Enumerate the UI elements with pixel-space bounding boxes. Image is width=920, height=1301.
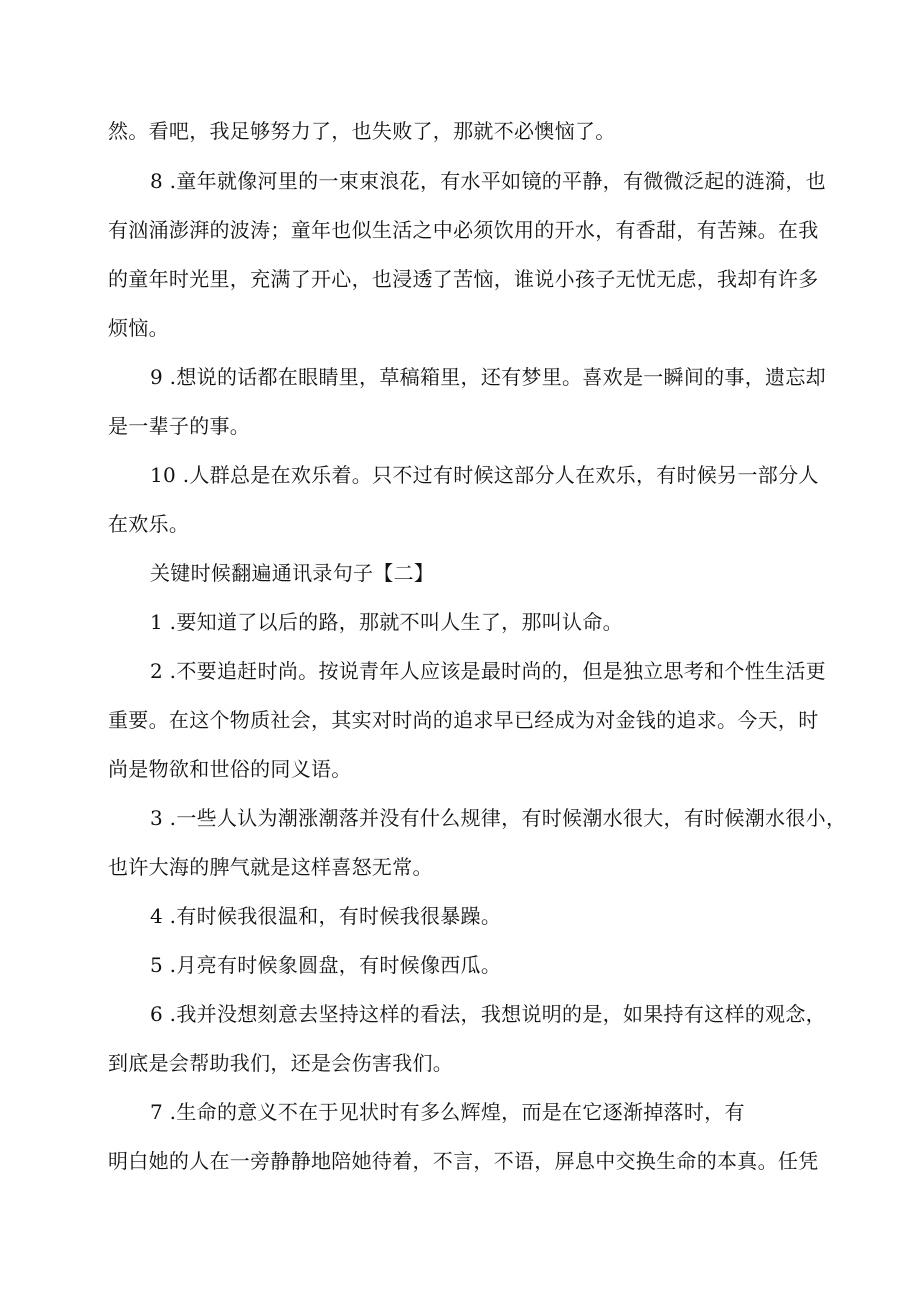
text-line: 2 .不要追赶时尚。按说青年人应该是最时尚的，但是独立思考和个性生活更 <box>150 659 826 683</box>
text-line: 1 .要知道了以后的路，那就不叫人生了，那叫认命。 <box>150 610 623 634</box>
text-line: 到底是会帮助我们，还是会伤害我们。 <box>108 1051 454 1075</box>
section-heading: 关键时候翻遍通讯录句子【二】 <box>150 561 435 585</box>
text-line: 在欢乐。 <box>108 512 190 536</box>
text-line: 3 .一些人认为潮涨潮落并没有什么规律，有时候潮水很大，有时候潮水很小， <box>150 806 847 830</box>
text-line: 明白她的人在一旁静静地陪她待着，不言，不语，屏息中交换生命的本真。任凭 <box>108 1149 819 1173</box>
text-line: 4 .有时候我很温和，有时候我很暴躁。 <box>150 904 502 928</box>
text-line: 6 .我并没想刻意去坚持这样的看法，我想说明的是，如果持有这样的观念， <box>150 1002 826 1026</box>
text-line: 的童年时光里，充满了开心，也浸透了苦恼，谁说小孩子无忧无虑，我却有许多 <box>108 267 819 291</box>
text-line: 重要。在这个物质社会，其实对时尚的追求早已经成为对金钱的追求。今天，时 <box>108 708 819 732</box>
text-line: 8 .童年就像河里的一束束浪花，有水平如镜的平静，有微微泛起的涟漪，也 <box>150 169 826 193</box>
text-line: 5 .月亮有时候象圆盘，有时候像西瓜。 <box>150 953 502 977</box>
text-line: 尚是物欲和世俗的同义语。 <box>108 757 352 781</box>
text-line: 有汹涌澎湃的波涛；童年也似生活之中必须饮用的开水，有香甜，有苦辣。在我 <box>108 218 819 242</box>
text-line: 烦恼。 <box>108 316 169 340</box>
text-line: 也许大海的脾气就是这样喜怒无常。 <box>108 855 433 879</box>
text-line: 然。看吧，我足够努力了，也失败了，那就不必懊恼了。 <box>108 119 616 143</box>
text-line: 9 .想说的话都在眼睛里，草稿箱里，还有梦里。喜欢是一瞬间的事，遗忘却 <box>150 365 826 389</box>
text-line: 7 .生命的意义不在于见状时有多么辉煌，而是在它逐渐掉落时，有 <box>150 1100 745 1124</box>
text-line: 是一辈子的事。 <box>108 414 251 438</box>
text-line: 10 .人群总是在欢乐着。只不过有时候这部分人在欢乐，有时候另一部分人 <box>150 463 819 487</box>
